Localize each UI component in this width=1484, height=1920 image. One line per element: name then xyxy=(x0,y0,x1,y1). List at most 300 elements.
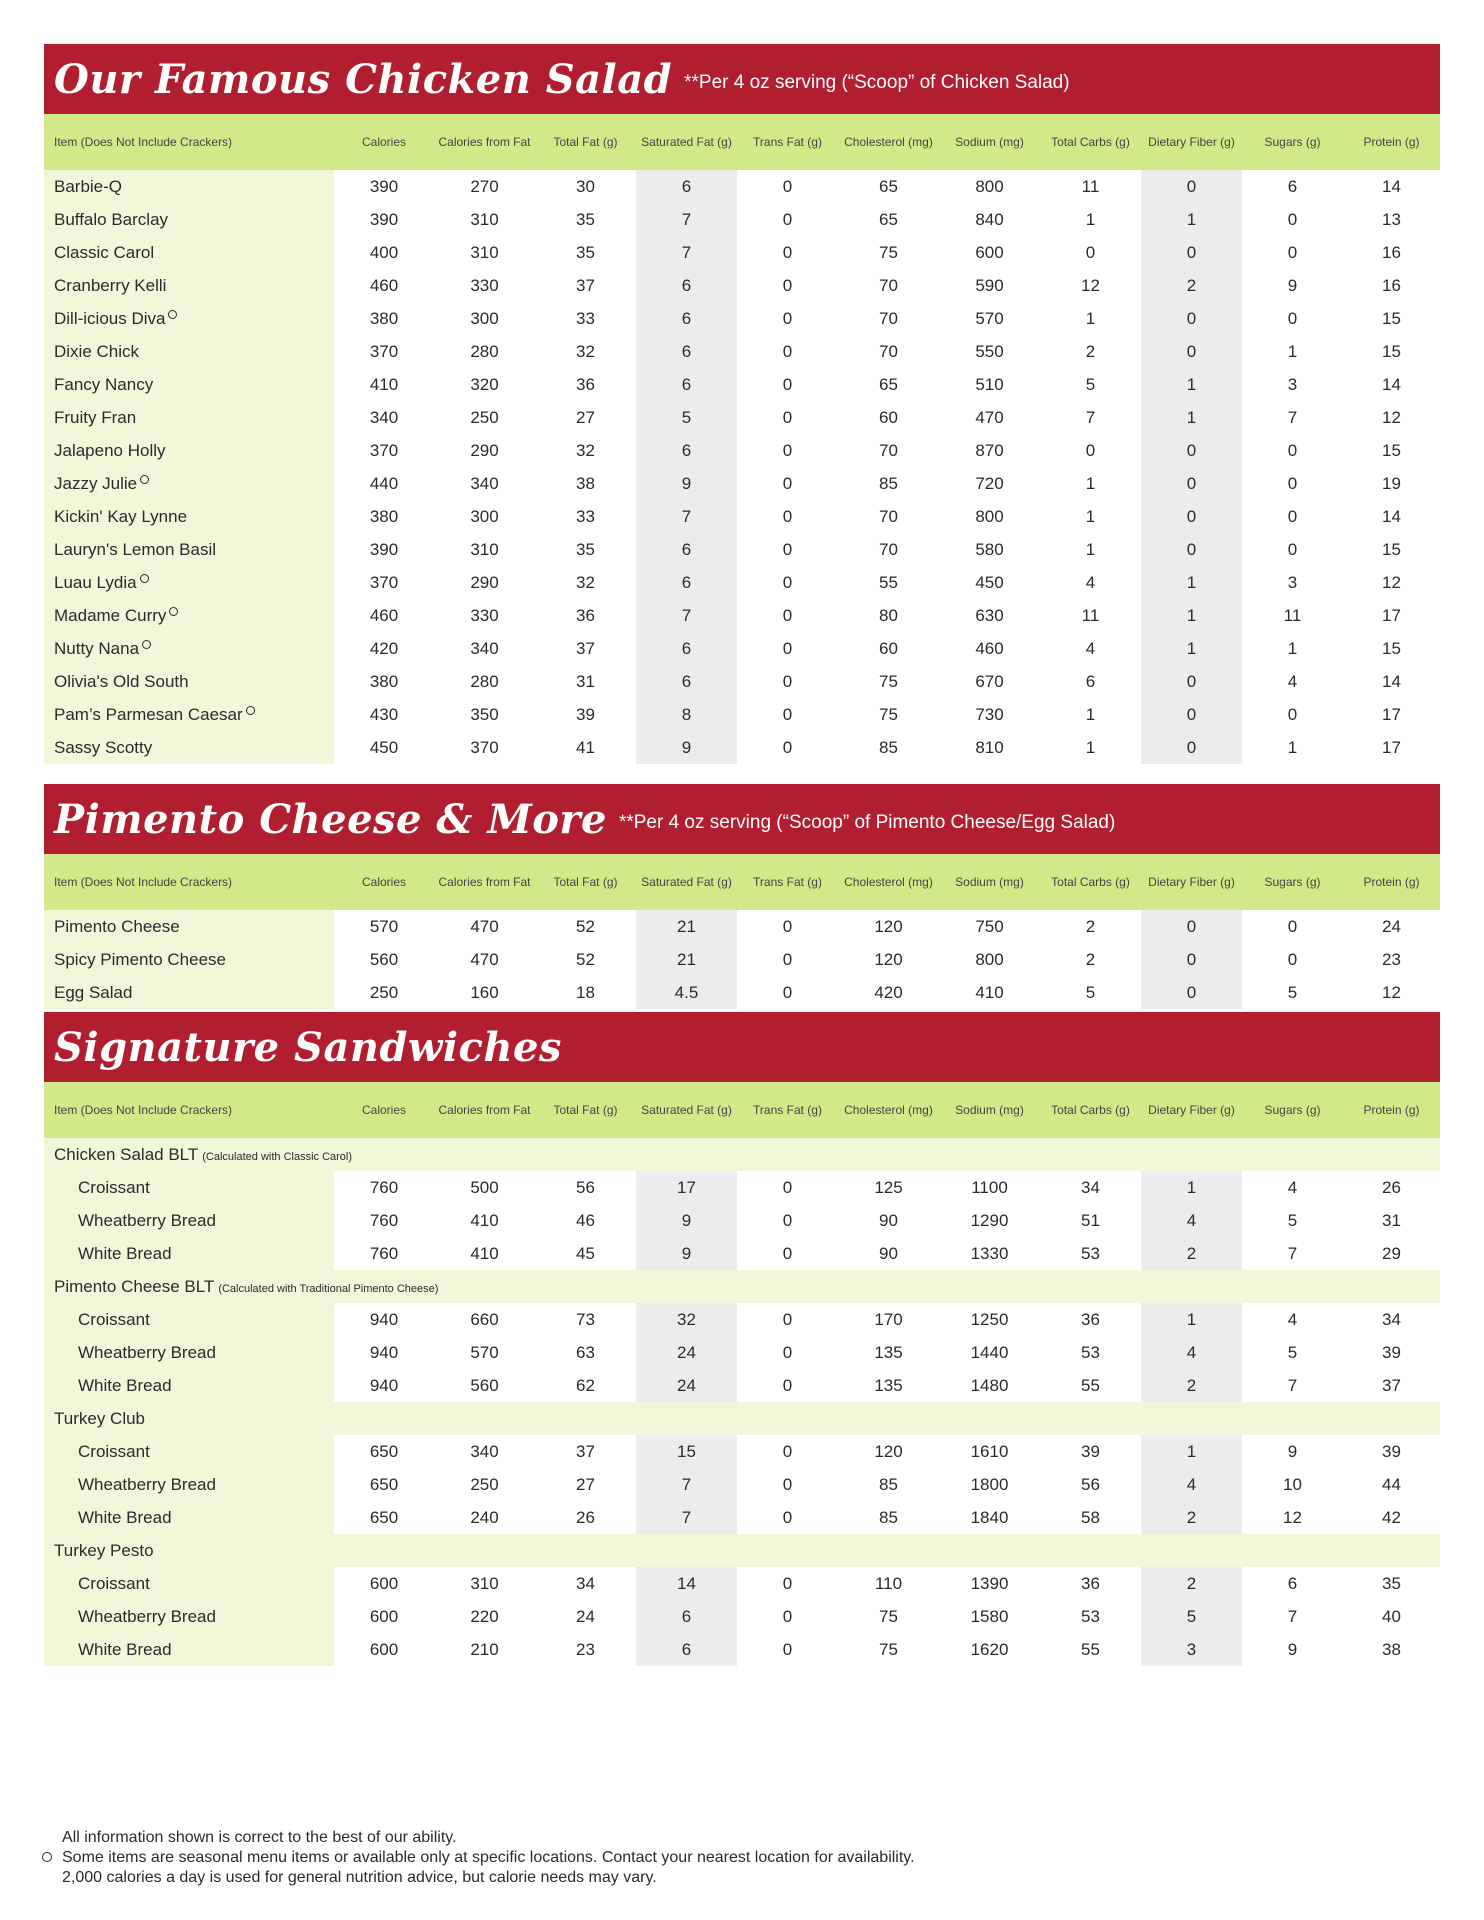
value-cell: 15 xyxy=(1382,440,1401,460)
value-cell: 390 xyxy=(369,209,399,229)
item-name: Classic Carol xyxy=(54,242,155,262)
column-header: Saturated Fat (g) xyxy=(641,135,732,149)
value-cell: 0 xyxy=(782,1210,793,1230)
value-cell: 24 xyxy=(636,1336,737,1369)
value-cell: 75 xyxy=(879,704,898,724)
value-cell: 1 xyxy=(1085,737,1096,757)
value-cell: 52 xyxy=(576,949,595,969)
value-cell: 370 xyxy=(470,737,499,757)
value-cell: 0 xyxy=(1141,170,1242,203)
value-cell: 56 xyxy=(1081,1474,1100,1494)
value-cell: 16 xyxy=(1382,242,1401,262)
value-cell: 460 xyxy=(369,275,399,295)
table-row xyxy=(44,500,1440,533)
value-cell: 750 xyxy=(975,916,1004,936)
value-cell: 730 xyxy=(975,704,1004,724)
value-cell: 5 xyxy=(1141,1600,1242,1633)
value-cell: 430 xyxy=(369,704,399,724)
value-cell: 14 xyxy=(1382,671,1401,691)
value-cell: 27 xyxy=(576,407,595,427)
value-cell: 370 xyxy=(369,341,399,361)
column-header: Calories from Fat xyxy=(438,875,531,889)
value-cell: 0 xyxy=(1287,473,1298,493)
item-name-cell xyxy=(44,302,334,335)
value-cell: 7 xyxy=(1085,407,1096,427)
value-cell: 75 xyxy=(879,1639,898,1659)
chicken-salad-section xyxy=(44,44,1440,764)
table-row xyxy=(44,632,1440,665)
value-cell: 6 xyxy=(636,533,737,566)
value-cell: 53 xyxy=(1081,1243,1100,1263)
value-cell: 0 xyxy=(782,374,793,394)
value-cell: 0 xyxy=(782,407,793,427)
item-name-cell xyxy=(44,269,334,302)
item-name: Spicy Pimento Cheese xyxy=(54,949,226,969)
value-cell: 23 xyxy=(576,1639,595,1659)
value-cell: 4 xyxy=(1085,638,1096,658)
value-cell: 0 xyxy=(1141,943,1242,976)
value-cell: 34 xyxy=(1382,1309,1401,1329)
value-cell: 1620 xyxy=(970,1639,1009,1659)
value-cell: 940 xyxy=(369,1375,399,1395)
group-name: Turkey Club xyxy=(54,1408,146,1428)
value-cell: 330 xyxy=(470,605,499,625)
table-row xyxy=(44,203,1440,236)
value-cell: 800 xyxy=(975,506,1004,526)
value-cell: 33 xyxy=(576,308,595,328)
value-cell: 550 xyxy=(975,341,1004,361)
value-cell: 17 xyxy=(636,1171,737,1204)
value-cell: 0 xyxy=(1141,976,1242,1009)
section-title: Signature Sandwiches xyxy=(54,1023,562,1071)
table-row xyxy=(44,1171,1440,1204)
value-cell: 90 xyxy=(879,1243,898,1263)
item-name: Buffalo Barclay xyxy=(54,209,169,229)
value-cell: 5 xyxy=(1287,982,1298,1002)
item-name: Wheatberry Bread xyxy=(78,1474,216,1494)
value-cell: 135 xyxy=(874,1342,903,1362)
item-name: Wheatberry Bread xyxy=(78,1606,216,1626)
value-cell: 0 xyxy=(1141,698,1242,731)
value-cell: 310 xyxy=(470,209,499,229)
value-cell: 600 xyxy=(369,1573,399,1593)
value-cell: 34 xyxy=(576,1573,595,1593)
value-cell: 32 xyxy=(576,341,595,361)
value-cell: 15 xyxy=(1382,308,1401,328)
value-cell: 0 xyxy=(782,242,793,262)
value-cell: 0 xyxy=(782,949,793,969)
value-cell: 70 xyxy=(879,539,898,559)
value-cell: 670 xyxy=(975,671,1004,691)
value-cell: 27 xyxy=(576,1474,595,1494)
column-header: Trans Fat (g) xyxy=(753,135,822,149)
value-cell: 310 xyxy=(470,242,499,262)
value-cell: 2 xyxy=(1141,1567,1242,1600)
value-cell: 0 xyxy=(1287,539,1298,559)
value-cell: 35 xyxy=(576,539,595,559)
value-cell: 85 xyxy=(879,737,898,757)
column-header: Calories xyxy=(361,1103,406,1117)
value-cell: 90 xyxy=(879,1210,898,1230)
value-cell: 85 xyxy=(879,1474,898,1494)
value-cell: 12 xyxy=(1382,982,1401,1002)
value-cell: 0 xyxy=(782,671,793,691)
value-cell: 55 xyxy=(1081,1639,1100,1659)
value-cell: 35 xyxy=(576,209,595,229)
table-row xyxy=(44,698,1440,731)
column-header: Cholesterol (mg) xyxy=(844,1103,933,1117)
item-name-cell xyxy=(44,500,334,533)
item-name-cell xyxy=(44,976,334,1009)
table-row xyxy=(44,665,1440,698)
column-header: Sugars (g) xyxy=(1264,1103,1321,1117)
value-cell: 31 xyxy=(576,671,595,691)
sandwiches-section xyxy=(44,1012,1440,1666)
value-cell: 65 xyxy=(879,176,898,196)
value-cell: 35 xyxy=(1382,1573,1401,1593)
column-header: Sodium (mg) xyxy=(955,135,1024,149)
group-header-cell xyxy=(44,1138,1440,1171)
value-cell: 0 xyxy=(1141,665,1242,698)
value-cell: 6 xyxy=(1085,671,1096,691)
item-name-cell xyxy=(44,910,334,943)
value-cell: 0 xyxy=(782,539,793,559)
value-cell: 1800 xyxy=(970,1474,1009,1494)
value-cell: 0 xyxy=(782,440,793,460)
value-cell: 11 xyxy=(1283,605,1302,625)
column-header: Saturated Fat (g) xyxy=(641,1103,732,1117)
value-cell: 1 xyxy=(1141,632,1242,665)
value-cell: 36 xyxy=(1081,1573,1100,1593)
value-cell: 75 xyxy=(879,242,898,262)
value-cell: 6 xyxy=(636,302,737,335)
table-row xyxy=(44,236,1440,269)
item-name-cell xyxy=(44,467,334,500)
value-cell: 19 xyxy=(1382,473,1401,493)
group-header-row xyxy=(44,1138,1440,1171)
value-cell: 36 xyxy=(576,374,595,394)
value-cell: 380 xyxy=(369,506,399,526)
seasonal-circle-icon xyxy=(42,1852,52,1862)
value-cell: 0 xyxy=(782,308,793,328)
value-cell: 44 xyxy=(1382,1474,1401,1494)
value-cell: 32 xyxy=(576,440,595,460)
value-cell: 0 xyxy=(782,1474,793,1494)
column-header: Total Fat (g) xyxy=(553,1103,618,1117)
table-row xyxy=(44,1204,1440,1237)
value-cell: 660 xyxy=(470,1309,499,1329)
item-name-cell xyxy=(44,335,334,368)
value-cell: 590 xyxy=(975,275,1004,295)
table-row xyxy=(44,1633,1440,1666)
item-name-cell xyxy=(44,1501,334,1534)
column-header: Total Carbs (g) xyxy=(1051,875,1130,889)
item-name: Egg Salad xyxy=(54,982,133,1002)
value-cell: 340 xyxy=(470,638,499,658)
footer-line-seasonal: Some items are seasonal menu items or available only at specific locations. Contact your nearest location for availability. xyxy=(62,1849,915,1866)
value-cell: 410 xyxy=(470,1243,499,1263)
value-cell: 0 xyxy=(782,1309,793,1329)
value-cell: 4 xyxy=(1287,1177,1298,1197)
seasonal-circle-icon xyxy=(246,706,255,715)
value-cell: 60 xyxy=(879,407,898,427)
value-cell: 410 xyxy=(369,374,399,394)
value-cell: 570 xyxy=(470,1342,499,1362)
item-name: Croissant xyxy=(78,1177,150,1197)
value-cell: 370 xyxy=(369,572,399,592)
value-cell: 1 xyxy=(1287,737,1298,757)
value-cell: 7 xyxy=(636,1501,737,1534)
table-header-row xyxy=(44,1082,1440,1138)
value-cell: 45 xyxy=(576,1243,595,1263)
group-header-row xyxy=(44,1270,1440,1303)
value-cell: 2 xyxy=(1141,1369,1242,1402)
value-cell: 4 xyxy=(1141,1204,1242,1237)
value-cell: 4.5 xyxy=(636,976,737,1009)
value-cell: 26 xyxy=(1382,1177,1401,1197)
value-cell: 3 xyxy=(1287,374,1298,394)
value-cell: 7 xyxy=(636,1468,737,1501)
value-cell: 0 xyxy=(1085,242,1096,262)
value-cell: 1390 xyxy=(970,1573,1009,1593)
item-name: Madame Curry xyxy=(54,605,167,625)
value-cell: 340 xyxy=(470,1441,499,1461)
value-cell: 0 xyxy=(1141,467,1242,500)
value-cell: 26 xyxy=(576,1507,595,1527)
value-cell: 220 xyxy=(470,1606,499,1626)
item-name-cell xyxy=(44,731,334,764)
value-cell: 1 xyxy=(1085,704,1096,724)
table-row xyxy=(44,434,1440,467)
value-cell: 6 xyxy=(636,1600,737,1633)
group-note: (Calculated with Classic Carol) xyxy=(202,1150,353,1163)
value-cell: 420 xyxy=(369,638,399,658)
item-name-cell xyxy=(44,1171,334,1204)
footer-notes xyxy=(62,1828,915,1888)
value-cell: 70 xyxy=(879,341,898,361)
value-cell: 0 xyxy=(1141,236,1242,269)
value-cell: 85 xyxy=(879,473,898,493)
sandwiches-table xyxy=(44,1082,1440,1666)
value-cell: 40 xyxy=(1382,1606,1401,1626)
value-cell: 38 xyxy=(1382,1639,1401,1659)
table-row xyxy=(44,910,1440,943)
column-header: Sodium (mg) xyxy=(955,875,1024,889)
item-name-cell xyxy=(44,1369,334,1402)
value-cell: 450 xyxy=(975,572,1004,592)
value-cell: 470 xyxy=(470,916,499,936)
value-cell: 34 xyxy=(1081,1177,1100,1197)
value-cell: 7 xyxy=(636,203,737,236)
value-cell: 250 xyxy=(369,982,399,1002)
value-cell: 1580 xyxy=(970,1606,1009,1626)
value-cell: 9 xyxy=(636,467,737,500)
item-name: Croissant xyxy=(78,1441,150,1461)
table-row xyxy=(44,1369,1440,1402)
value-cell: 7 xyxy=(1287,407,1298,427)
value-cell: 37 xyxy=(576,275,595,295)
value-cell: 75 xyxy=(879,1606,898,1626)
table-row xyxy=(44,335,1440,368)
value-cell: 36 xyxy=(1081,1309,1100,1329)
value-cell: 12 xyxy=(1283,1507,1302,1527)
value-cell: 380 xyxy=(369,671,399,691)
value-cell: 6 xyxy=(636,170,737,203)
value-cell: 2 xyxy=(1085,916,1096,936)
column-header: Item (Does Not Include Crackers) xyxy=(54,875,233,889)
value-cell: 37 xyxy=(576,638,595,658)
item-name-cell xyxy=(44,1468,334,1501)
value-cell: 18 xyxy=(576,982,595,1002)
value-cell: 2 xyxy=(1085,949,1096,969)
column-header: Sugars (g) xyxy=(1264,135,1321,149)
value-cell: 11 xyxy=(1081,605,1100,625)
value-cell: 1 xyxy=(1287,638,1298,658)
pimento-banner xyxy=(44,784,1440,854)
table-row xyxy=(44,1303,1440,1336)
item-name: Cranberry Kelli xyxy=(54,275,167,295)
item-name-cell xyxy=(44,236,334,269)
value-cell: 170 xyxy=(874,1309,903,1329)
value-cell: 600 xyxy=(975,242,1004,262)
item-name: Kickin' Kay Lynne xyxy=(54,506,188,526)
value-cell: 2 xyxy=(1141,1501,1242,1534)
item-name-cell xyxy=(44,698,334,731)
value-cell: 52 xyxy=(576,916,595,936)
value-cell: 29 xyxy=(1382,1243,1401,1263)
value-cell: 9 xyxy=(636,731,737,764)
item-name: Pimento Cheese xyxy=(54,916,180,936)
chicken-salad-banner xyxy=(44,44,1440,114)
value-cell: 17 xyxy=(1382,704,1401,724)
value-cell: 1840 xyxy=(970,1507,1009,1527)
value-cell: 7 xyxy=(636,500,737,533)
column-header: Trans Fat (g) xyxy=(753,875,822,889)
value-cell: 70 xyxy=(879,440,898,460)
value-cell: 0 xyxy=(782,704,793,724)
value-cell: 1 xyxy=(1085,209,1096,229)
value-cell: 870 xyxy=(975,440,1004,460)
table-row xyxy=(44,269,1440,302)
value-cell: 12 xyxy=(1081,275,1100,295)
column-header: Calories xyxy=(361,875,406,889)
item-name: White Bread xyxy=(78,1375,172,1395)
value-cell: 600 xyxy=(369,1639,399,1659)
value-cell: 70 xyxy=(879,308,898,328)
column-header: Cholesterol (mg) xyxy=(844,135,933,149)
value-cell: 1100 xyxy=(971,1177,1008,1197)
column-header: Calories from Fat xyxy=(438,135,531,149)
value-cell: 17 xyxy=(1382,737,1401,757)
value-cell: 810 xyxy=(975,737,1004,757)
item-name: Olivia's Old South xyxy=(54,671,189,691)
item-name: Barbie-Q xyxy=(54,176,123,196)
group-name: Pimento Cheese BLT xyxy=(54,1276,215,1296)
value-cell: 39 xyxy=(1382,1441,1401,1461)
item-name-cell xyxy=(44,1303,334,1336)
value-cell: 5 xyxy=(636,401,737,434)
value-cell: 630 xyxy=(975,605,1004,625)
value-cell: 37 xyxy=(576,1441,595,1461)
value-cell: 460 xyxy=(975,638,1004,658)
value-cell: 580 xyxy=(975,539,1004,559)
footer-line-accuracy: All information shown is correct to the best of our ability. xyxy=(62,1829,457,1846)
table-row xyxy=(44,401,1440,434)
item-name-cell xyxy=(44,1237,334,1270)
value-cell: 55 xyxy=(879,572,898,592)
group-header-cell xyxy=(44,1534,1440,1567)
value-cell: 460 xyxy=(369,605,399,625)
value-cell: 0 xyxy=(1287,704,1298,724)
value-cell: 650 xyxy=(369,1441,399,1461)
value-cell: 73 xyxy=(576,1309,595,1329)
value-cell: 6 xyxy=(1287,176,1298,196)
value-cell: 330 xyxy=(470,275,499,295)
chicken-salad-table xyxy=(44,114,1440,764)
value-cell: 0 xyxy=(1141,335,1242,368)
column-header: Dietary Fiber (g) xyxy=(1148,875,1235,889)
value-cell: 760 xyxy=(369,1210,399,1230)
item-name: Dixie Chick xyxy=(54,341,140,361)
value-cell: 32 xyxy=(576,572,595,592)
value-cell: 4 xyxy=(1141,1336,1242,1369)
value-cell: 0 xyxy=(782,1441,793,1461)
value-cell: 940 xyxy=(369,1342,399,1362)
value-cell: 0 xyxy=(782,506,793,526)
value-cell: 6 xyxy=(1287,1573,1298,1593)
column-header: Calories xyxy=(361,135,406,149)
value-cell: 500 xyxy=(470,1177,499,1197)
item-name: White Bread xyxy=(78,1243,172,1263)
item-name: Lauryn's Lemon Basil xyxy=(54,539,216,559)
item-name-cell xyxy=(44,203,334,236)
value-cell: 310 xyxy=(470,539,499,559)
value-cell: 21 xyxy=(636,943,737,976)
value-cell: 450 xyxy=(369,737,399,757)
value-cell: 650 xyxy=(369,1507,399,1527)
value-cell: 75 xyxy=(879,671,898,691)
value-cell: 9 xyxy=(636,1204,737,1237)
value-cell: 9 xyxy=(636,1237,737,1270)
value-cell: 55 xyxy=(1081,1375,1100,1395)
value-cell: 410 xyxy=(470,1210,499,1230)
value-cell: 4 xyxy=(1141,1468,1242,1501)
item-name: Fruity Fran xyxy=(54,407,137,427)
value-cell: 1 xyxy=(1287,341,1298,361)
item-name-cell xyxy=(44,1204,334,1237)
value-cell: 7 xyxy=(1287,1375,1298,1395)
value-cell: 390 xyxy=(369,176,399,196)
value-cell: 840 xyxy=(975,209,1004,229)
sandwiches-banner xyxy=(44,1012,1440,1082)
column-header: Total Carbs (g) xyxy=(1051,1103,1130,1117)
value-cell: 14 xyxy=(1382,374,1401,394)
item-name-cell xyxy=(44,401,334,434)
value-cell: 62 xyxy=(576,1375,595,1395)
section-title: Our Famous Chicken Salad xyxy=(54,55,673,103)
value-cell: 0 xyxy=(782,572,793,592)
value-cell: 510 xyxy=(975,374,1004,394)
item-name-cell xyxy=(44,434,334,467)
pimento-table xyxy=(44,854,1440,1009)
value-cell: 310 xyxy=(470,1573,499,1593)
value-cell: 0 xyxy=(1141,302,1242,335)
table-header-row xyxy=(44,114,1440,170)
value-cell: 35 xyxy=(576,242,595,262)
value-cell: 470 xyxy=(975,407,1004,427)
value-cell: 0 xyxy=(782,1639,793,1659)
item-name-cell xyxy=(44,1435,334,1468)
